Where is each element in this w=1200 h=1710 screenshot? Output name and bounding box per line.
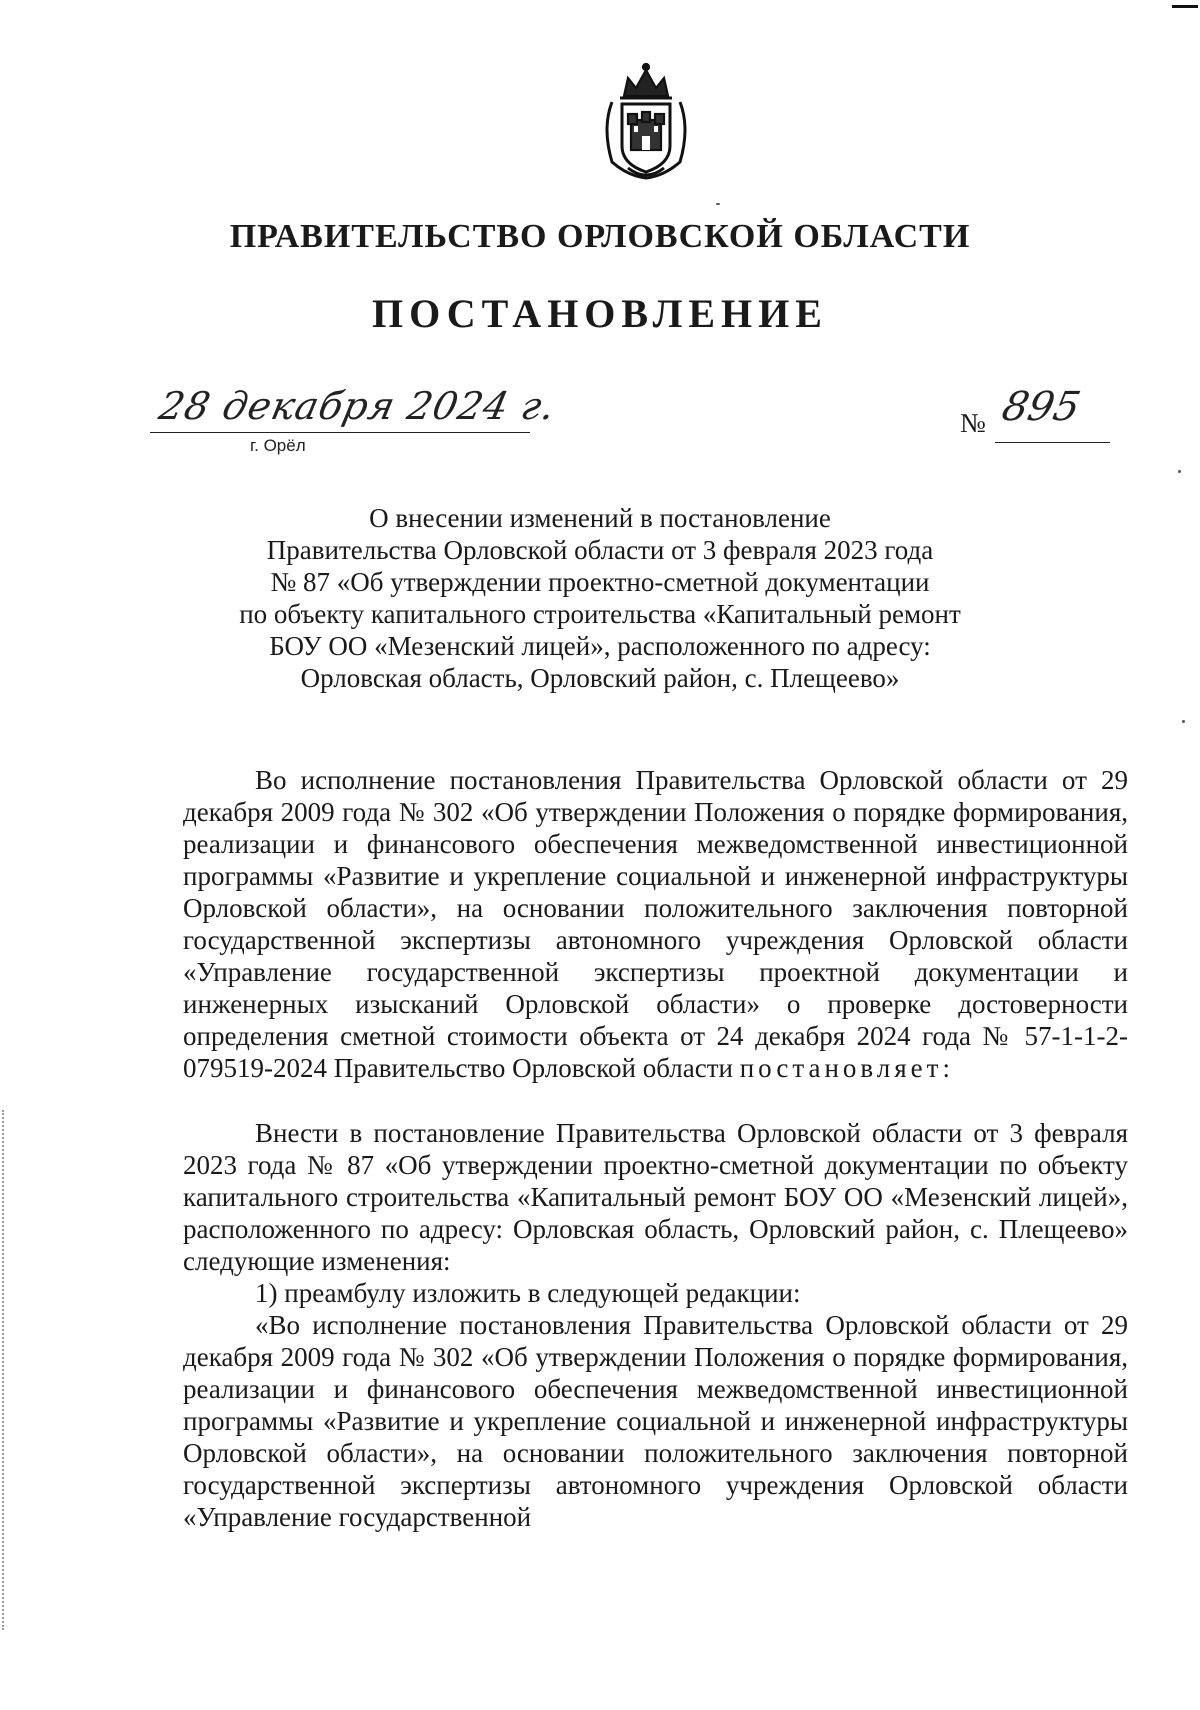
date-underline bbox=[150, 432, 530, 433]
government-title: ПРАВИТЕЛЬСТВО ОРЛОВСКОЙ ОБЛАСТИ bbox=[229, 218, 971, 255]
resolves-word: постановляет: bbox=[739, 1053, 954, 1083]
handwritten-date: 28 декабря 2024 г. bbox=[155, 384, 560, 428]
scan-speck bbox=[1178, 470, 1181, 473]
subject-line: БОУ ОО «Мезенский лицей», расположенного по адресу: bbox=[269, 631, 931, 661]
subject-line: Правительства Орловской области от 3 февраля 2023 года bbox=[266, 535, 934, 565]
number-underline bbox=[995, 442, 1110, 443]
subject-line: № 87 «Об утверждении проектно-сметной документации bbox=[270, 567, 930, 597]
document-body bbox=[183, 764, 1128, 1533]
document-type-title: ПОСТАНОВЛЕНИЕ bbox=[372, 291, 828, 336]
subject-line: Орловская область, Орловский район, с. Плещеево» bbox=[300, 663, 900, 693]
city-label: г. Орёл bbox=[250, 436, 306, 455]
handwritten-number: 895 bbox=[998, 384, 1085, 430]
preamble-paragraph bbox=[183, 764, 1128, 1084]
scan-edge-artifact bbox=[2, 1110, 6, 1630]
amendment-paragraph: Внести в постановление Правительства Орловской области от 3 февраля 2023 года № 87 «Об утверждении проектно-сметной документации по объекту капитального строительства «Капитальный ремонт БОУ ОО «Мезенский лицей», расположенного по адресу: Орловская область, Орловский район, с. Плещеево» следующие изменения: bbox=[183, 1118, 1128, 1276]
document-subject bbox=[0, 502, 1200, 694]
preamble-text: Во исполнение постановления Правительства Орловской области от 29 декабря 2009 года № 302 «Об утверждении Положения о порядке формирования, реализации и финансового обеспечения межведомственной инвестиционной программы «Развитие и укрепление социальной и инженерной инфраструктуры Орловской области», на основании положительного заключения повторной государственной экспертизы автономного учреждения Орловской области «Управление государственной экспертизы проектной документации и инженерных изысканий Орловской области» о проверке достоверности определения сметной стоимости объекта от 24 декабря 2024 года № 57-1-1-2-079519-2024 Правительство Орловской области bbox=[183, 765, 1128, 1083]
coat-of-arms-icon bbox=[598, 58, 694, 183]
subject-line: О внесении изменений в постановление bbox=[369, 503, 831, 533]
scan-corner-mark bbox=[1172, 5, 1198, 8]
amendment-item-1: 1) преамбулу изложить в следующей редакции: bbox=[255, 1278, 801, 1308]
scan-speck bbox=[716, 203, 720, 205]
scan-speck bbox=[1182, 720, 1185, 723]
number-sign: № bbox=[960, 408, 986, 438]
new-preamble-paragraph: «Во исполнение постановления Правительства Орловской области от 29 декабря 2009 года № 302 «Об утверждении Положения о порядке формирования, реализации и финансового обеспечения межведомственной инвестиционной программы «Развитие и укрепление социальной и инженерной инфраструктуры Орловской области», на основании положительного заключения повторной государственной экспертизы автономного учреждения Орловской области «Управление государственной bbox=[183, 1310, 1128, 1532]
subject-line: по объекту капитального строительства «Капитальный ремонт bbox=[239, 599, 961, 629]
